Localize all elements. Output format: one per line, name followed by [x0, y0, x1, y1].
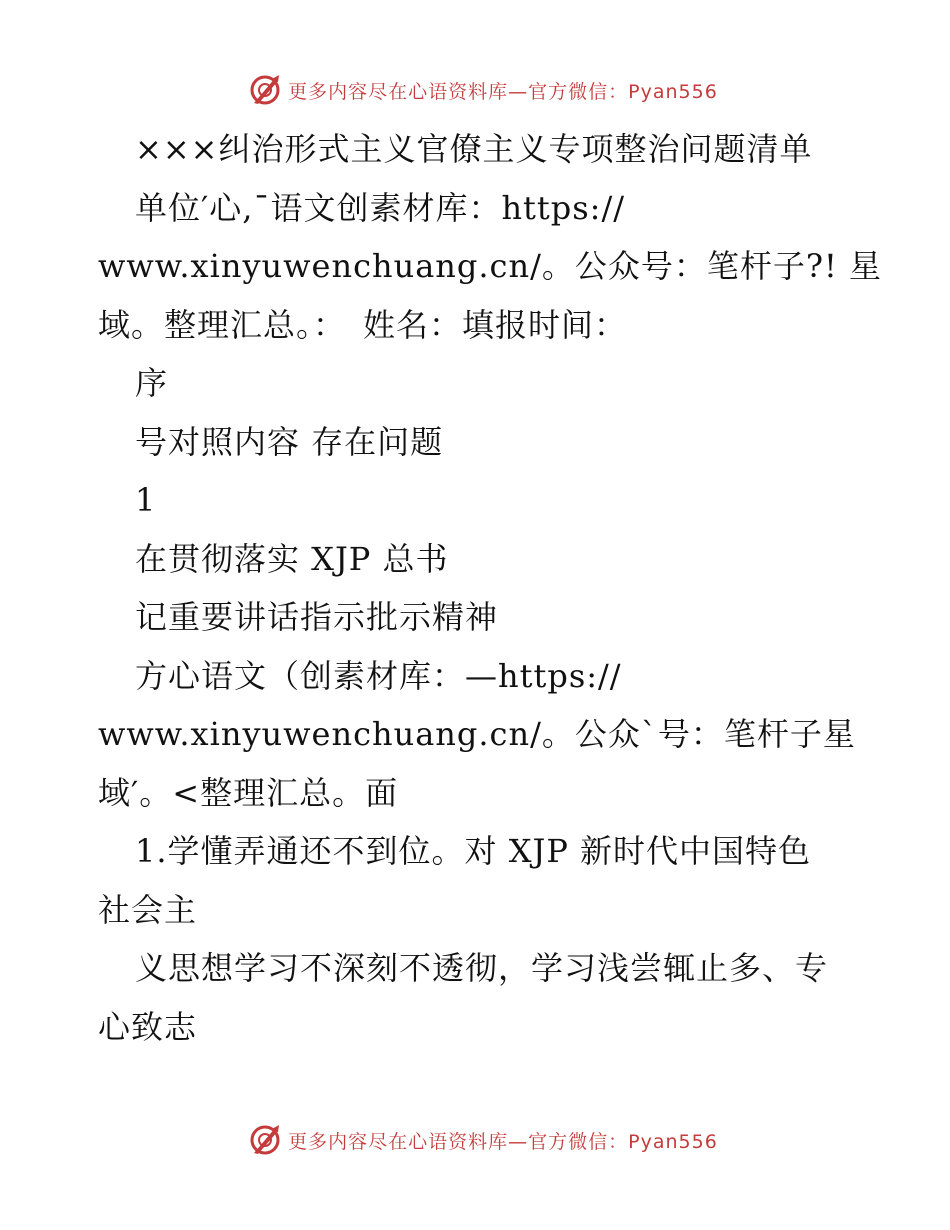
body-line: 社会主 — [98, 890, 198, 929]
body-line: 在贯彻落实 XJP 总书 — [135, 539, 449, 578]
body-line: 序 — [135, 364, 169, 402]
body-line: 号对照内容 存在问题 — [135, 422, 444, 461]
body-line: 义思想学习不深刻不透彻，学习浅尝辄止多、专 — [135, 949, 829, 987]
document-title: ×××纠治形式主义官僚主义专项整治问题清单 — [135, 130, 813, 168]
quill-logo-icon — [248, 73, 282, 107]
body-line: 方心语文（创素材库：—https:// — [135, 656, 622, 695]
body-line: www.xinyuwenchuang.cn/。公众号：笔杆子?! 星 — [98, 247, 883, 285]
body-line: www.xinyuwenchuang.cn/。公众`号：笔杆子星 — [98, 715, 856, 753]
body-line: 域′。<整理汇总。面 — [98, 773, 399, 812]
header-banner — [0, 70, 950, 110]
body-line: 心致志 — [98, 1007, 198, 1046]
quill-logo-icon — [248, 1123, 282, 1157]
footer-banner-inner — [232, 1123, 718, 1157]
header-banner-text: 更多内容尽在心语资料库—官方微信：Pyan556 — [288, 80, 718, 103]
document-body — [98, 120, 883, 1056]
body-line: 1.学懂弄通还不到位。对 XJP 新时代中国特色 — [135, 832, 812, 870]
body-line: 域。整理汇总。： 姓名：填报时间： — [98, 305, 628, 344]
body-line: 记重要讲话指示批示精神 — [135, 598, 499, 636]
footer-banner-text: 更多内容尽在心语资料库—官方微信：Pyan556 — [288, 1130, 718, 1153]
body-line: 单位′心,¯语文创素材库：https:// — [135, 188, 626, 227]
body-line: 1 — [135, 481, 157, 519]
header-banner-inner — [232, 73, 718, 107]
footer-banner — [0, 1120, 950, 1160]
